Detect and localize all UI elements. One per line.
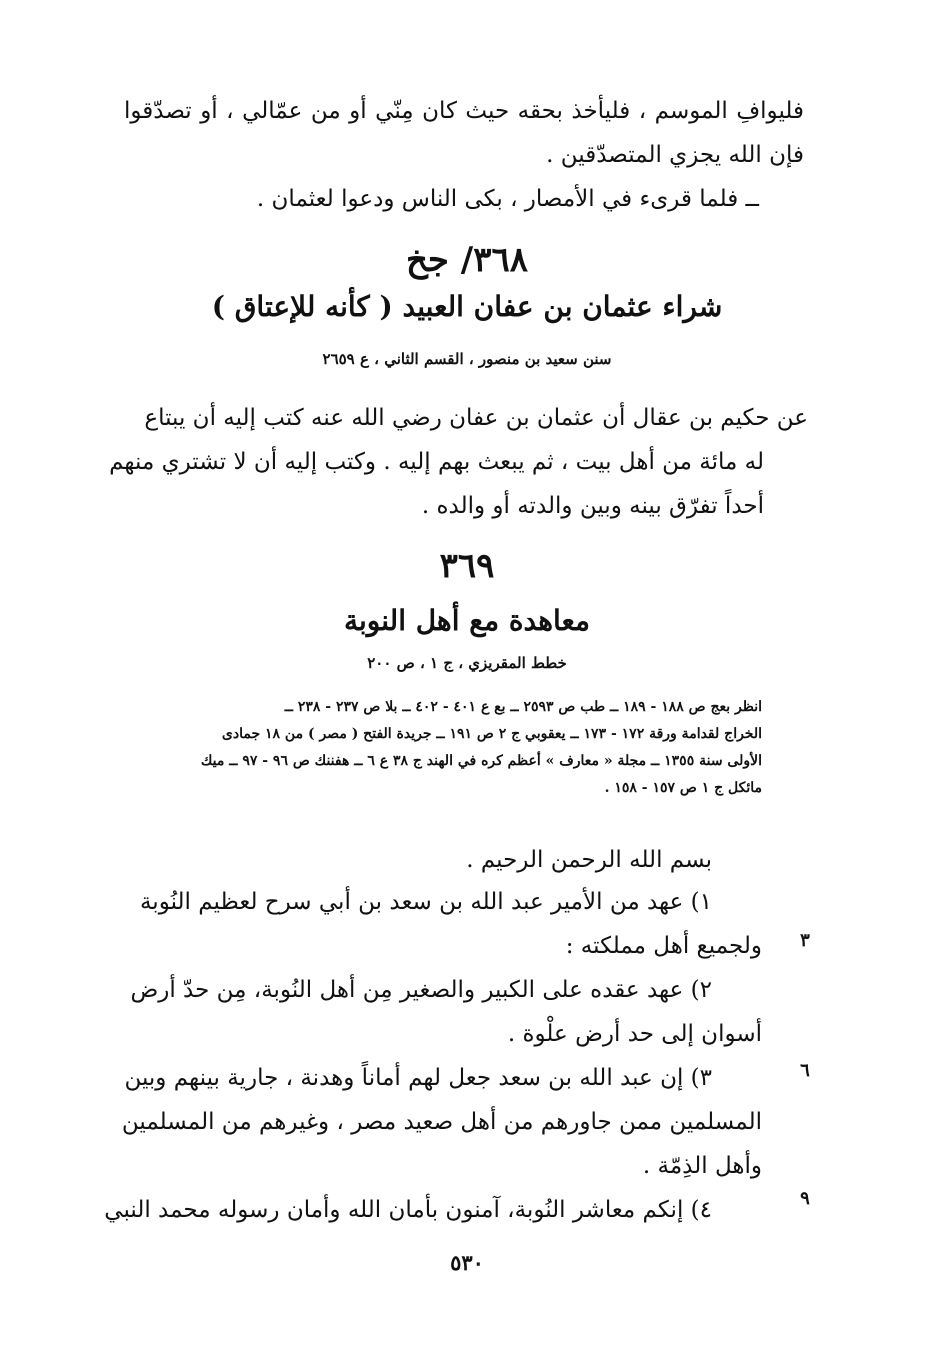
section-369-number: ٣٦٩ — [439, 546, 495, 586]
intro-line-1: فليوافِ الموسم ، فليأخذ بحقه حيث كان مِنّي أو من عمّالي ، أو تصدّقوا — [124, 98, 804, 124]
section-369-source: خطط المقريزي ، ج ١ ، ص ٢٠٠ — [367, 654, 567, 672]
intro-text — [124, 89, 804, 177]
section-368-body — [109, 396, 808, 528]
margin-line-number-6: ٦ — [800, 1060, 810, 1081]
clause-4-line-1: ٤) إنكم معاشر النُوبة، آمنون بأمان الله وأمان رسوله محمد النبي — [104, 1197, 712, 1223]
clause-2-line-1: ٢) عهد عقده على الكبير والصغير مِن أهل النُوبة، مِن حدّ أرض — [130, 977, 712, 1003]
intro-note: ــ فلما قرىء في الأمصار ، بكى الناس ودعوا لعثمان . — [256, 186, 759, 212]
intro-line-2: فإن الله يجزي المتصدّقين . — [546, 142, 804, 168]
page-number: ٥٣٠ — [450, 1250, 484, 1275]
note-line-4: مائكل ج ١ ص ١٥٧ - ١٥٨ . — [604, 780, 762, 796]
note-line-2: الخراج لقدامة ورقة ١٧٢ - ١٧٣ ــ يعقوبي ج ٢ ص ١٩١ ــ جريدة الفتح ( مصر ) من ١٨ جمادى — [221, 726, 762, 742]
section-368-line-3: أحداً تفرّق بينه وبين والدته أو والده . — [421, 493, 764, 519]
treaty-text — [104, 880, 762, 1232]
section-368-title: شراء عثمان بن عفان العبيد ( كأنه للإعتاق ) — [211, 290, 723, 323]
section-368-line-1: عن حكيم بن عقال أن عثمان بن عفان رضي الله عنه كتب إليه أن يبتاع — [144, 405, 808, 431]
margin-line-number-3: ٣ — [800, 930, 810, 951]
section-369-notes — [122, 694, 762, 802]
margin-line-number-9: ٩ — [800, 1188, 810, 1209]
clause-2-line-2: أسوان إلى حد أرض علْوة . — [507, 1021, 762, 1047]
section-368-source: سنن سعيد بن منصور ، القسم الثاني ، ع ٢٦٥٩ — [322, 350, 612, 368]
section-368-number: ٣٦٨/ جخ — [405, 240, 529, 280]
clause-1-line-2: ولجميع أهل مملكته : — [565, 933, 762, 959]
basmala: بسم الله الرحمن الرحيم . — [466, 847, 712, 873]
clause-3-line-2: المسلمين ممن جاورهم من أهل صعيد مصر ، وغيرهم من المسلمين — [121, 1109, 762, 1135]
clause-3-line-3: وأهل الذِمّة . — [642, 1153, 762, 1179]
note-line-1: انظر بعج ص ١٨٨ - ١٨٩ ــ طب ص ٢٥٩٣ ــ بع ع ٤٠١ - ٤٠٢ ــ بلا ص ٢٣٧ - ٢٣٨ ــ — [284, 699, 762, 715]
note-line-3: الأولى سنة ١٣٥٥ ــ مجلة « معارف » أعظم كره في الهند ج ٣٨ ع ٦ ــ هفننك ص ٩٦ - ٩٧ ــ ميك — [200, 753, 762, 769]
clause-3-line-1: ٣) إن عبد الله بن سعد جعل لهم أماناً وهدنة ، جارية بينهم وبين — [124, 1065, 712, 1091]
section-368-line-2: له مائة من أهل بيت ، ثم يبعث بهم إليه . وكتب إليه أن لا تشتري منهم — [109, 449, 764, 475]
clause-1-line-1: ١) عهد من الأمير عبد الله بن سعد بن أبي سرح لعظيم النُوبة — [139, 889, 712, 915]
section-369-title: معاهدة مع أهل النوبة — [343, 604, 591, 637]
